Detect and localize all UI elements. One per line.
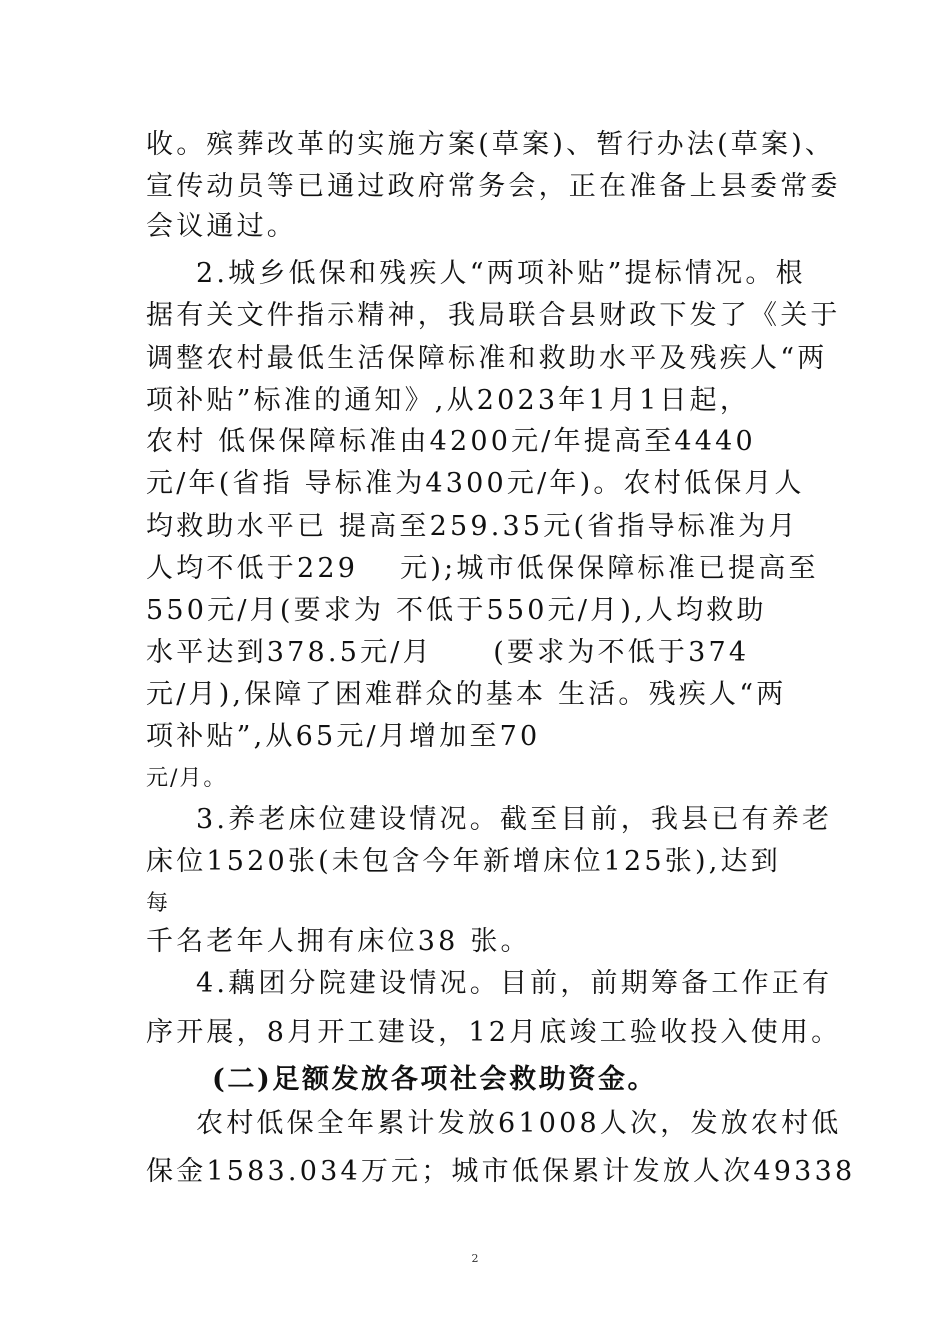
paragraph-heading-4: 4.藕团分院建设情况。目前，前期筹备工作正有 — [196, 968, 833, 999]
text-line: 会议通过。 — [146, 211, 297, 242]
text-line: 项补贴”标准的通知》,从2023年1月1日起， — [146, 385, 751, 416]
text-line: 千名老年人拥有床位38 张。 — [146, 926, 531, 957]
text-line: 农村 低保保障标准由4200元/年提高至4440 — [146, 426, 756, 457]
text-line: 人均不低于229 元);城市低保保障标准已提高至 — [146, 553, 819, 584]
text-line: 元/月),保障了困难群众的基本 生活。残疾人“两 — [146, 679, 787, 710]
text-line: 收。殡葬改革的实施方案(草案)、暂行办法(草案)、 — [146, 129, 836, 160]
text-line: 宣传动员等已通过政府常务会，正在准备上县委常委 — [146, 171, 841, 202]
text-line: 序开展，8月开工建设，12月底竣工验收投入使用。 — [146, 1017, 842, 1048]
text-line: 元/年(省指 导标准为4300元/年)。农村低保月人 — [146, 468, 805, 499]
text-line: 据有关文件指示精神，我局联合县财政下发了《关于 — [146, 300, 841, 331]
text-line: 每 — [146, 891, 171, 916]
text-line: 调整农村最低生活保障标准和救助水平及残疾人“两 — [146, 343, 828, 374]
text-line: 床位1520张(未包含今年新增床位125张),达到 — [146, 846, 781, 877]
text-line: 均救助水平已 提高至259.35元(省指导标准为月 — [146, 511, 799, 542]
text-line: 项补贴”,从65元/月增加至70 — [146, 721, 541, 752]
text-line: 550元/月(要求为 不低于550元/月),人均救助 — [146, 595, 767, 626]
paragraph-heading-2: 2.城乡低保和残疾人“两项补贴”提标情况。根 — [196, 258, 806, 289]
text-line: 水平达到378.5元/月 (要求为不低于374 — [146, 637, 750, 668]
text-line: 农村低保全年累计发放61008人次，发放农村低 — [196, 1108, 842, 1139]
section-heading: (二)足额发放各项社会救助资金。 — [212, 1064, 658, 1095]
paragraph-heading-3: 3.养老床位建设情况。截至目前，我县已有养老 — [196, 804, 833, 835]
text-line: 保金1583.034万元；城市低保累计发放人次49338 — [146, 1156, 856, 1187]
text-line: 元/月。 — [146, 766, 228, 791]
page-number: 2 — [471, 1252, 479, 1265]
